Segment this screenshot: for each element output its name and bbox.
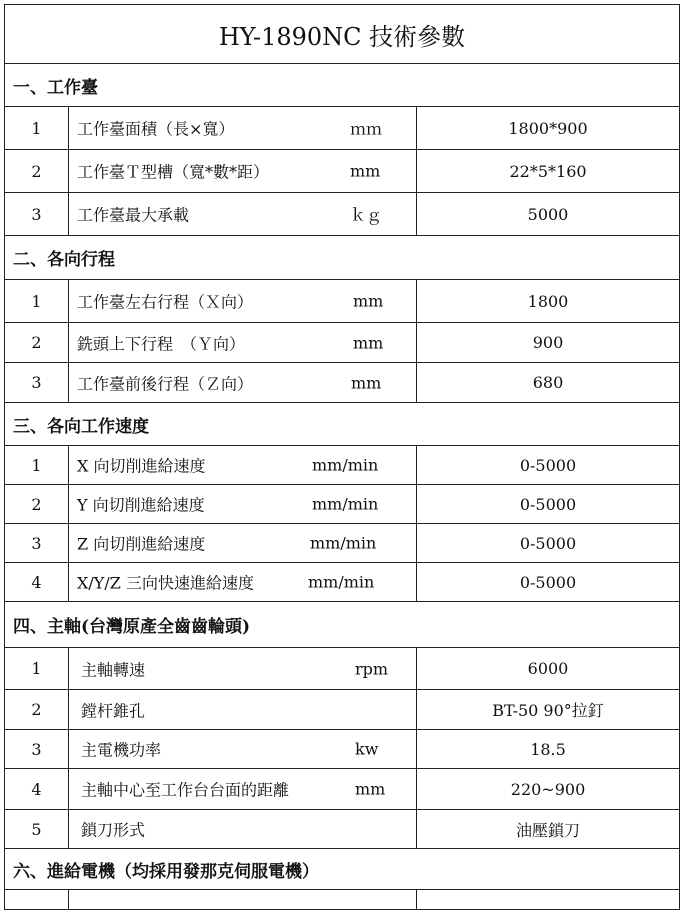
table-row: [5, 485, 680, 524]
section-heading-row: [5, 849, 680, 890]
spec-sheet: [4, 4, 679, 910]
parameter-name: 主軸中心至工作台台面的距離: [81, 780, 290, 800]
parameter-cell: [69, 363, 417, 403]
row-number: 4: [5, 563, 69, 602]
table-row: [5, 280, 680, 323]
table-row: [5, 730, 680, 769]
parameter-wrap: [75, 323, 416, 362]
parameter-name: 主電機功率: [81, 740, 162, 760]
parameter-unit: mm: [351, 373, 382, 392]
parameter-value: 0-5000: [417, 485, 680, 524]
row-number: 2: [5, 150, 69, 193]
parameter-unit: ｋｇ: [350, 205, 383, 225]
row-number: 3: [5, 524, 69, 563]
parameter-wrap: [75, 363, 416, 402]
section-heading-row: [5, 236, 680, 280]
parameter-name: X 向切削進給速度: [77, 456, 206, 476]
parameter-wrap: [75, 446, 416, 484]
table-row: [5, 363, 680, 403]
parameter-name: 銑頭上下行程 （Ｙ向）: [77, 334, 246, 353]
spec-table: [4, 4, 680, 910]
parameter-unit: mm/min: [310, 533, 377, 553]
section-heading-row: [5, 64, 680, 107]
parameter-name: 工作臺Ｔ型槽（寬*數*距）: [77, 162, 270, 182]
parameter-cell: [69, 485, 417, 524]
parameter-value: 0-5000: [417, 446, 680, 485]
parameter-name: 工作臺面積（長×寬）: [77, 119, 235, 139]
parameter-value: 5000: [417, 193, 680, 236]
section-heading: 六、進給電機（均採用發那克伺服電機）: [5, 849, 680, 890]
table-row: [5, 193, 680, 236]
parameter-cell: [69, 323, 417, 363]
parameter-value: 0-5000: [417, 524, 680, 563]
row-number: 1: [5, 648, 69, 690]
parameter-name: X/Y/Z 三向快速進給速度: [77, 573, 254, 593]
table-row: [5, 648, 680, 690]
parameter-unit: kw: [355, 739, 379, 759]
parameter-unit: mm/min: [312, 455, 379, 475]
empty-cell: [417, 890, 680, 910]
parameter-unit: mm/min: [308, 572, 375, 592]
table-row: [5, 107, 680, 150]
parameter-wrap: [75, 690, 416, 729]
parameter-wrap: [75, 107, 416, 149]
parameter-value: 900: [417, 323, 680, 363]
row-number: 3: [5, 193, 69, 236]
row-number: 3: [5, 363, 69, 403]
page-title: HY-1890NC 技術參數: [5, 5, 680, 64]
section-heading: 二、各向行程: [5, 236, 680, 280]
parameter-value: 22*5*160: [417, 150, 680, 193]
parameter-wrap: [75, 524, 416, 562]
row-number: 1: [5, 107, 69, 150]
table-row: [5, 323, 680, 363]
parameter-value: BT-50 90°拉釘: [417, 690, 680, 730]
parameter-cell: [69, 446, 417, 485]
parameter-unit: mm: [350, 161, 381, 181]
parameter-wrap: [75, 730, 416, 768]
parameter-value: 18.5: [417, 730, 680, 769]
parameter-wrap: [75, 193, 416, 235]
parameter-value: 1800: [417, 280, 680, 323]
parameter-unit: mm/min: [312, 494, 379, 514]
row-number: 1: [5, 446, 69, 485]
parameter-name: 鎖刀形式: [81, 820, 146, 840]
row-number: 1: [5, 280, 69, 323]
title-row: [5, 5, 680, 64]
parameter-cell: [69, 810, 417, 849]
parameter-unit: rpm: [355, 659, 389, 678]
parameter-wrap: [75, 150, 416, 192]
table-row: [5, 563, 680, 602]
row-number: 2: [5, 485, 69, 524]
parameter-wrap: [75, 648, 416, 689]
parameter-wrap: [75, 769, 416, 809]
parameter-cell: [69, 690, 417, 730]
parameter-wrap: [75, 810, 416, 848]
parameter-value: 220~900: [417, 769, 680, 810]
row-number: 5: [5, 810, 69, 849]
table-row: [5, 524, 680, 563]
parameter-cell: [69, 280, 417, 323]
parameter-value: 1800*900: [417, 107, 680, 150]
table-row: [5, 446, 680, 485]
parameter-wrap: [75, 280, 416, 322]
parameter-value: 6000: [417, 648, 680, 690]
parameter-name: Z 向切削進給速度: [77, 534, 206, 554]
parameter-name: 鏜杆錐孔: [81, 701, 146, 720]
parameter-name: 工作臺左右行程（Ｘ向）: [77, 292, 254, 312]
parameter-name: 工作臺最大承載: [77, 205, 190, 225]
parameter-cell: [69, 524, 417, 563]
parameter-cell: [69, 648, 417, 690]
section-heading: 一、工作臺: [5, 64, 680, 107]
row-number: 4: [5, 769, 69, 810]
parameter-cell: [69, 730, 417, 769]
parameter-unit: mm: [355, 779, 386, 799]
row-number: 2: [5, 690, 69, 730]
parameter-cell: [69, 107, 417, 150]
table-row: [5, 810, 680, 849]
table-row: [5, 150, 680, 193]
parameter-unit: mm: [353, 333, 384, 352]
parameter-value: 680: [417, 363, 680, 403]
parameter-value: 0-5000: [417, 563, 680, 602]
section-heading: 三、各向工作速度: [5, 403, 680, 446]
parameter-cell: [69, 769, 417, 810]
parameter-wrap: [75, 485, 416, 523]
parameter-name: 工作臺前後行程（Ｚ向）: [77, 374, 254, 393]
table-row: [5, 769, 680, 810]
row-number: 2: [5, 323, 69, 363]
parameter-cell: [69, 193, 417, 236]
parameter-cell: [69, 150, 417, 193]
parameter-name: Y 向切削進給速度: [77, 495, 205, 515]
parameter-cell: [69, 563, 417, 602]
empty-cell: [69, 890, 417, 910]
parameter-value: 油壓鎖刀: [417, 810, 680, 849]
table-row-partial: [5, 890, 680, 910]
parameter-wrap: [75, 563, 416, 601]
parameter-unit: mm: [353, 291, 384, 311]
section-heading: 四、主軸(台灣原產全齒齒輪頭): [5, 602, 680, 648]
parameter-name: 主軸轉速: [81, 660, 146, 679]
row-number: 3: [5, 730, 69, 769]
empty-cell: [5, 890, 69, 910]
parameter-unit: ｍｍ: [350, 119, 383, 139]
table-row: [5, 690, 680, 730]
section-heading-row: [5, 602, 680, 648]
section-heading-row: [5, 403, 680, 446]
